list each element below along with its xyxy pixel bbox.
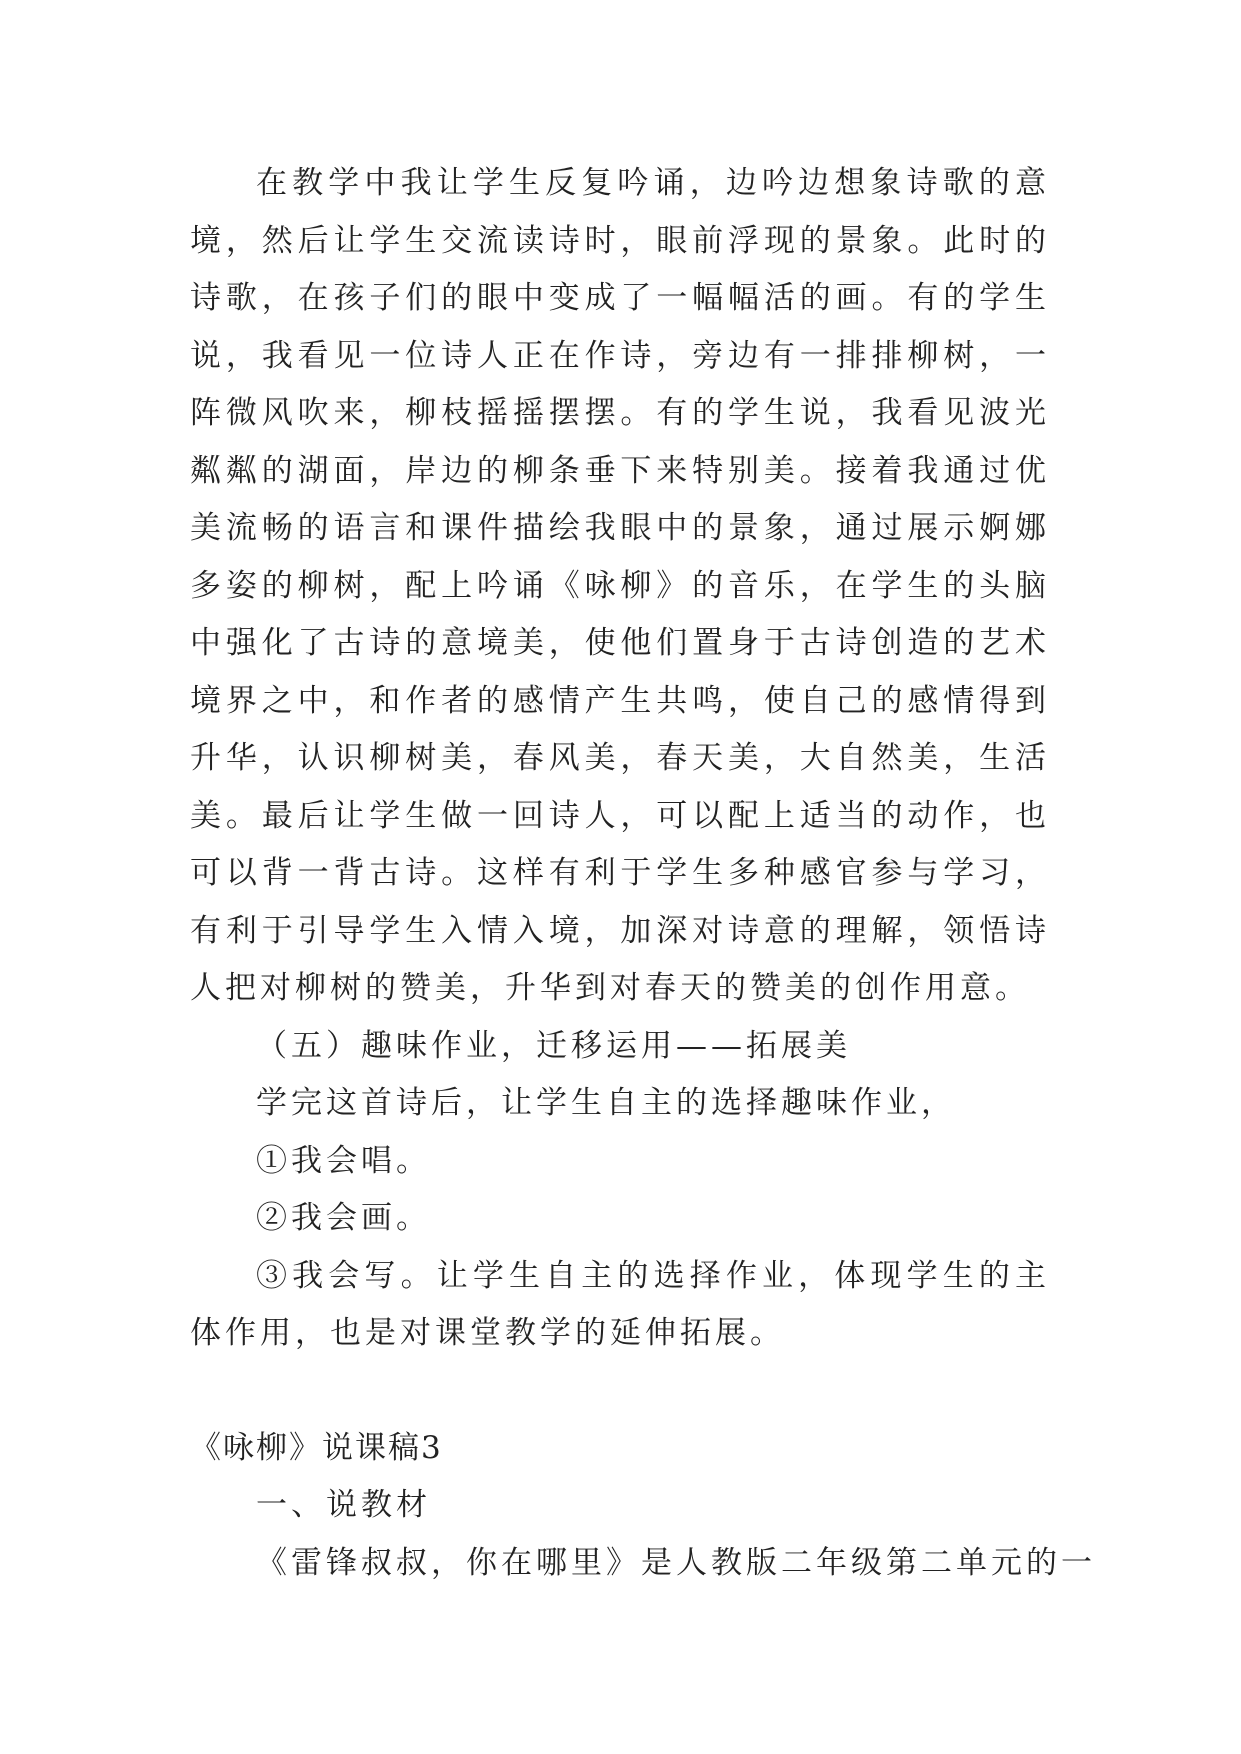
section-heading: 一、说教材 [256,1487,431,1523]
list-item: ③我会写。让学生自主的选择作业，体现学生的主体作用，也是对课堂教学的延伸拓展。 [190,1257,1050,1351]
list-item: ②我会画。 [256,1200,431,1236]
body-paragraph: 在教学中我让学生反复吟诵，边吟边想象诗歌的意境，然后让学生交流读诗时，眼前浮现的景象。此时的诗歌，在孩子们的眼中变成了一幅幅活的画。有的学生说，我看见一位诗人正在作诗，旁边有一排排柳树，一阵微风吹来，柳枝摇摇摆摆。有的学生说，我看见波光粼粼的湖面，岸边的柳条垂下来特别美。接着我通过优美流畅的语言和课件描绘我眼中的景象，通过展示婀娜多姿的柳树，配上吟诵《咏柳》的音乐，在学生的头脑中强化了古诗的意境美，使他们置身于古诗创造的艺术境界之中，和作者的感情产生共鸣，使自己的感情得到升华，认识柳树美，春风美，春天美，大自然美，生活美。最后让学生做一回诗人，可以配上适当的动作，也可以背一背古诗。这样有利于学生多种感官参与学习，有利于引导学生入情入境，加深对诗意的理解，领悟诗人把对柳树的赞美，升华到对春天的赞美的创作用意。 [190,165,1050,1006]
body-paragraph: 《雷锋叔叔，你在哪里》是人教版二年级第二单元的一 [256,1544,1096,1581]
document-page [190,155,1096,1592]
section-heading: （五）趣味作业，迁移运用——拓展美 [256,1027,851,1064]
list-item: ①我会唱。 [256,1142,431,1179]
document-title: 《咏柳》说课稿3 [190,1429,443,1466]
body-paragraph: 学完这首诗后，让学生自主的选择趣味作业， [256,1085,956,1121]
